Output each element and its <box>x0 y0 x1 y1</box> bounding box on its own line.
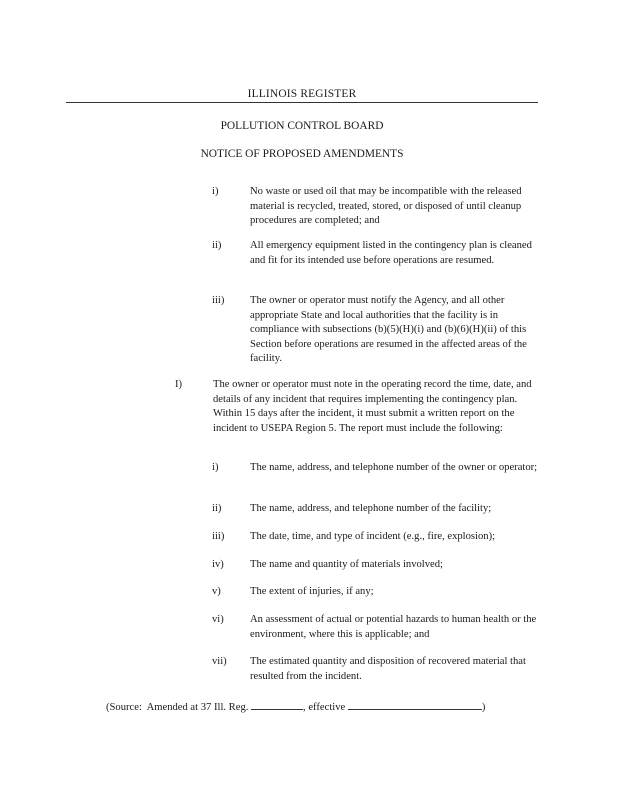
item-number: v) <box>212 586 221 597</box>
item-text: The name, address, and telephone number of the owner or operator; <box>250 462 538 473</box>
item-number: vii) <box>212 656 227 667</box>
source-prefix: (Source: Amended at 37 Ill. Reg. <box>106 702 252 713</box>
list-item <box>212 185 538 229</box>
effective-date-blank <box>348 699 482 710</box>
list-item <box>212 585 538 600</box>
item-text: The owner or operator must notify the Agency, and all other appropriate State and local authorities that the facility is in compliance with subsections (b)(5)(H)(i) and (b)(6)(H)(ii) of this Section before operations are resumed in the affected areas of the facility. <box>250 295 527 365</box>
item-text: The estimated quantity and disposition of recovered material that resulted from the incident. <box>250 656 526 682</box>
board-name: POLLUTION CONTROL BOARD <box>220 120 384 132</box>
item-text: The name, address, and telephone number of the facility; <box>250 503 492 514</box>
register-page-blank <box>251 699 303 710</box>
list-item <box>212 461 538 476</box>
header-rule <box>66 102 538 103</box>
item-number: iii) <box>212 531 225 542</box>
item-number: iv) <box>212 559 224 570</box>
item-text: The date, time, and type of incident (e.g., fire, explosion); <box>250 531 496 542</box>
subsection-l <box>175 378 538 436</box>
item-number: i) <box>212 186 219 197</box>
list-item <box>212 239 538 268</box>
item-number: iii) <box>212 295 225 306</box>
item-text: An assessment of actual or potential hazards to human health or the environment, where this is applicable; and <box>250 614 537 640</box>
source-note <box>106 699 526 716</box>
list-item <box>212 530 538 545</box>
item-text: All emergency equipment listed in the contingency plan is cleaned and fit for its intended use before operations are resumed. <box>250 240 532 266</box>
list-item <box>212 294 538 367</box>
list-item <box>212 655 538 684</box>
item-number: ii) <box>212 503 222 514</box>
item-text: The extent of injuries, if any; <box>250 586 374 597</box>
item-text: No waste or used oil that may be incompatible with the released material is recycled, treated, stored, or disposed of until cleanup procedures are completed; and <box>250 186 522 227</box>
register-title: ILLINOIS REGISTER <box>247 88 357 100</box>
source-middle: , effective <box>303 702 348 713</box>
item-number: vi) <box>212 614 224 625</box>
list-item <box>212 558 538 573</box>
item-text: The name and quantity of materials involved; <box>250 559 443 570</box>
source-suffix: ) <box>481 702 486 713</box>
item-number: ii) <box>212 240 222 251</box>
subsection-number: I) <box>175 379 183 390</box>
notice-title: NOTICE OF PROPOSED AMENDMENTS <box>200 148 404 160</box>
subsection-text: The owner or operator must note in the operating record the time, date, and details of any incident that requires implementing the contingency plan. Within 15 days after the incident, it must submit a written report on the incident to USEPA Region 5. The report must include the following: <box>213 379 532 434</box>
list-item <box>212 502 538 517</box>
item-number: i) <box>212 462 219 473</box>
list-item <box>212 613 538 642</box>
